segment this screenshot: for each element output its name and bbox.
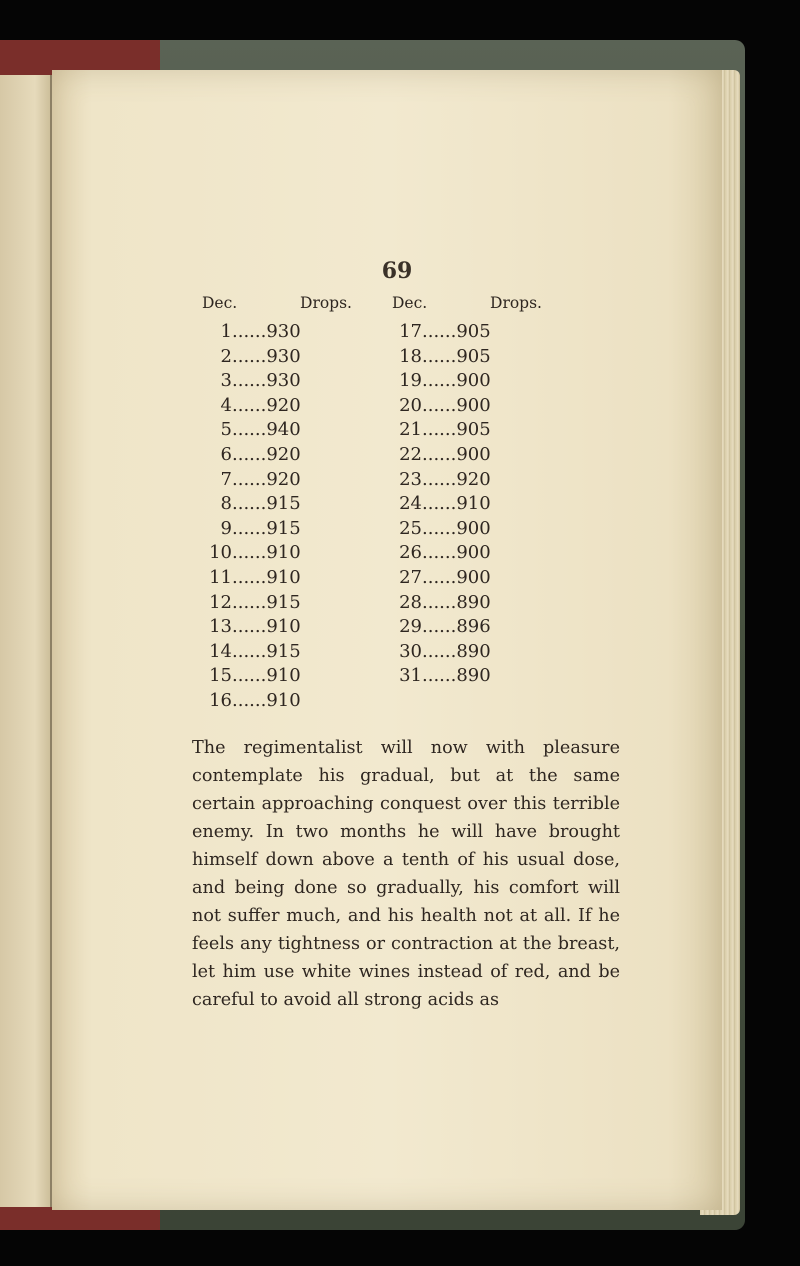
dot-leader: ...... <box>422 665 457 687</box>
table-row <box>392 345 542 370</box>
dot-leader: ...... <box>422 542 457 564</box>
day-cell: 13 <box>209 616 232 638</box>
drops-cell: 910 <box>456 493 491 515</box>
drops-cell: 890 <box>456 640 491 662</box>
dot-leader: ...... <box>422 566 457 588</box>
day-cell: 9 <box>220 517 232 539</box>
drops-cell: 890 <box>456 665 491 687</box>
table-row <box>392 615 542 640</box>
day-cell: 1 <box>220 321 232 342</box>
drops-cell: 910 <box>266 665 301 687</box>
drops-cell: 905 <box>456 419 491 441</box>
drops-cell: 940 <box>266 419 301 441</box>
dose-table-left <box>202 294 352 714</box>
table-row <box>392 541 542 566</box>
day-cell: 11 <box>209 566 232 588</box>
table-row <box>202 443 352 468</box>
dot-leader: ...... <box>422 468 457 490</box>
day-cell: 30 <box>399 640 422 662</box>
drops-cell: 920 <box>266 394 301 416</box>
table-row <box>202 689 352 714</box>
dot-leader: ...... <box>422 493 457 515</box>
header-month: Dec. <box>392 294 428 312</box>
day-cell: 27 <box>399 566 422 588</box>
drops-cell: 910 <box>266 542 301 564</box>
table-row <box>392 664 542 689</box>
dot-leader: ...... <box>232 321 267 342</box>
day-cell: 21 <box>399 419 422 441</box>
drops-cell: 900 <box>456 542 491 564</box>
dot-leader: ...... <box>422 419 457 441</box>
table-row <box>392 492 542 517</box>
table-row <box>392 418 542 443</box>
dot-leader: ...... <box>232 370 267 392</box>
table-row <box>202 369 352 394</box>
table-row <box>392 517 542 542</box>
dot-leader: ...... <box>422 321 457 342</box>
day-cell: 25 <box>399 517 422 539</box>
day-cell: 24 <box>399 493 422 515</box>
table-row <box>202 566 352 591</box>
dot-leader: ...... <box>232 616 267 638</box>
dot-leader: ...... <box>232 640 267 662</box>
dot-leader: ...... <box>422 640 457 662</box>
table-row <box>392 369 542 394</box>
table-row <box>202 418 352 443</box>
dot-leader: ...... <box>422 517 457 539</box>
drops-cell: 915 <box>266 517 301 539</box>
day-cell: 4 <box>220 394 232 416</box>
day-cell: 29 <box>399 616 422 638</box>
header-drops: Drops. <box>300 294 352 312</box>
day-cell: 8 <box>220 493 232 515</box>
drops-cell: 896 <box>456 616 491 638</box>
dot-leader: ...... <box>232 468 267 490</box>
dot-leader: ...... <box>232 689 267 711</box>
day-cell: 16 <box>209 689 232 711</box>
day-cell: 19 <box>399 370 422 392</box>
day-cell: 14 <box>209 640 232 662</box>
table-row <box>202 640 352 665</box>
dot-leader: ...... <box>232 394 267 416</box>
drops-cell: 900 <box>456 370 491 392</box>
day-cell: 18 <box>399 345 422 367</box>
day-cell: 23 <box>399 468 422 490</box>
dot-leader: ...... <box>232 517 267 539</box>
day-cell: 7 <box>220 468 232 490</box>
table-row <box>202 468 352 493</box>
header-month: Dec. <box>202 294 238 312</box>
table-row <box>392 640 542 665</box>
table-row <box>392 394 542 419</box>
dot-leader: ...... <box>422 394 457 416</box>
dot-leader: ...... <box>232 345 267 367</box>
table-rows <box>392 320 542 689</box>
drops-cell: 915 <box>266 640 301 662</box>
table-row <box>392 443 542 468</box>
page-number: 69 <box>381 258 413 284</box>
table-row <box>202 517 352 542</box>
day-cell: 5 <box>220 419 232 441</box>
table-row <box>202 664 352 689</box>
drops-cell: 930 <box>266 370 301 392</box>
dot-leader: ...... <box>232 665 267 687</box>
dot-leader: ...... <box>422 370 457 392</box>
table-header <box>202 294 352 320</box>
drops-cell: 910 <box>266 616 301 638</box>
drops-cell: 905 <box>456 321 491 342</box>
drops-cell: 915 <box>266 591 301 613</box>
dot-leader: ...... <box>232 443 267 465</box>
day-cell: 22 <box>399 443 422 465</box>
dot-leader: ...... <box>422 345 457 367</box>
day-cell: 26 <box>399 542 422 564</box>
day-cell: 15 <box>209 665 232 687</box>
left-page-edge <box>0 75 52 1207</box>
table-row <box>392 468 542 493</box>
day-cell: 3 <box>220 370 232 392</box>
day-cell: 17 <box>399 321 422 342</box>
day-cell: 20 <box>399 394 422 416</box>
drops-cell: 900 <box>456 443 491 465</box>
drops-cell: 910 <box>266 566 301 588</box>
table-row <box>202 615 352 640</box>
dot-leader: ...... <box>232 591 267 613</box>
table-row <box>392 320 542 345</box>
drops-cell: 890 <box>456 591 491 613</box>
day-cell: 2 <box>220 345 232 367</box>
dose-table-right <box>392 294 542 689</box>
day-cell: 28 <box>399 591 422 613</box>
body-text <box>192 734 620 1014</box>
day-cell: 6 <box>220 443 232 465</box>
table-row <box>202 320 352 345</box>
table-row <box>202 394 352 419</box>
table-row <box>202 591 352 616</box>
table-row <box>202 492 352 517</box>
dot-leader: ...... <box>232 566 267 588</box>
day-cell: 12 <box>209 591 232 613</box>
book-page <box>52 70 722 1210</box>
table-row <box>202 541 352 566</box>
drops-cell: 910 <box>266 689 301 711</box>
dot-leader: ...... <box>422 443 457 465</box>
drops-cell: 900 <box>456 517 491 539</box>
table-row <box>202 345 352 370</box>
drops-cell: 920 <box>456 468 491 490</box>
dot-leader: ...... <box>422 616 457 638</box>
table-rows <box>202 320 352 714</box>
dot-leader: ...... <box>232 493 267 515</box>
paragraph: The regimentalist will now with pleasure contemplate his gradual, but at the same certain approaching conquest over this terrible enemy. In two months he will have brought himself down above a tenth of his usual dose, and being done so gradually, his comfort will not suffer much, and his health not at all. If he feels any tightness or contraction at the breast, let him use white wines instead of red, and be careful to avoid all strong acids as <box>192 738 620 1010</box>
drops-cell: 920 <box>266 443 301 465</box>
dot-leader: ...... <box>422 591 457 613</box>
dot-leader: ...... <box>232 419 267 441</box>
drops-cell: 900 <box>456 394 491 416</box>
drops-cell: 905 <box>456 345 491 367</box>
day-cell: 31 <box>399 665 422 687</box>
table-row <box>392 566 542 591</box>
drops-cell: 915 <box>266 493 301 515</box>
drops-cell: 920 <box>266 468 301 490</box>
dot-leader: ...... <box>232 542 267 564</box>
header-drops: Drops. <box>490 294 542 312</box>
drops-cell: 900 <box>456 566 491 588</box>
table-row <box>392 591 542 616</box>
drops-cell: 930 <box>266 321 301 342</box>
drops-cell: 930 <box>266 345 301 367</box>
table-header <box>392 294 542 320</box>
day-cell: 10 <box>209 542 232 564</box>
